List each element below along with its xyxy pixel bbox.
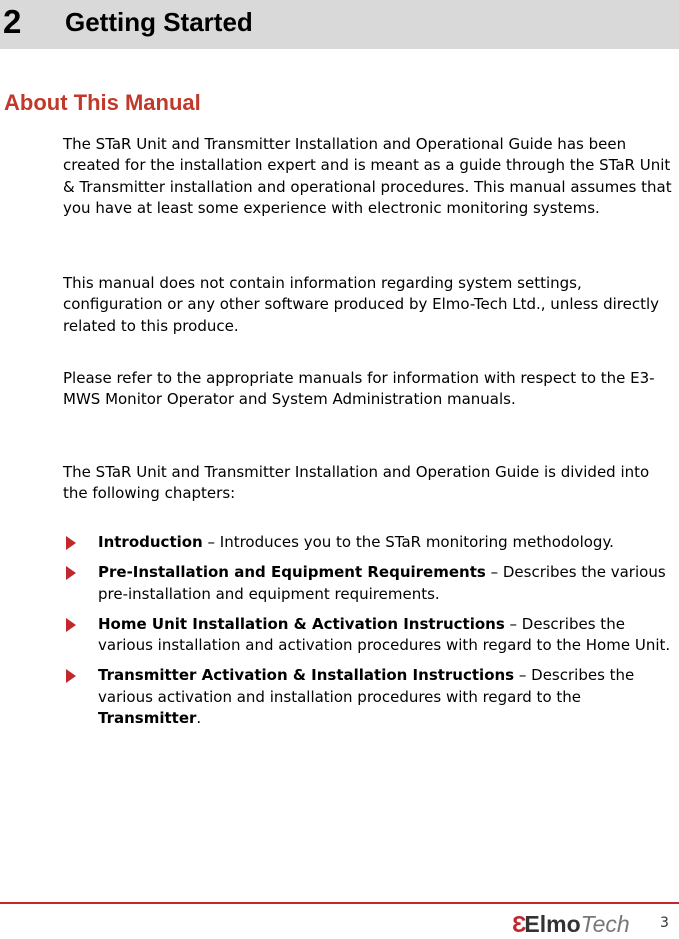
- logo-mark-icon: Ɛ: [512, 911, 525, 937]
- chapter-item-title: Introduction: [98, 533, 203, 551]
- chapter-list-item: [66, 562, 671, 605]
- chapter-item-desc: – Describes the various activation and installation procedures with regard to the: [98, 666, 635, 706]
- chapter-list: [66, 532, 671, 738]
- section-heading: About This Manual: [4, 90, 201, 115]
- chapter-list-item: [66, 532, 671, 553]
- bullet-arrow-icon: [66, 536, 76, 550]
- chapter-item-desc: – Describes the various installation and activation procedures with regard to the Home Unit.: [98, 614, 671, 655]
- chapter-number: 2: [3, 3, 22, 40]
- paragraph-chapters-intro: The STaR Unit and Transmitter Installation and Operation Guide is divided into the following chapters:: [63, 463, 650, 503]
- chapter-title: Getting Started: [65, 7, 253, 37]
- chapter-item-emphasis: Transmitter: [98, 709, 197, 728]
- chapter-item-title: Transmitter Activation & Installation Instructions: [98, 666, 515, 685]
- elmotech-logo: [512, 910, 630, 938]
- chapter-list-item: [66, 665, 671, 729]
- bullet-arrow-icon: [66, 618, 76, 632]
- chapter-item-end: .: [196, 709, 202, 728]
- bullet-arrow-icon: [66, 669, 76, 683]
- chapter-item-desc: – Introduces you to the STaR monitoring methodology.: [202, 533, 614, 551]
- chapter-list-item: [66, 614, 671, 657]
- paragraph-references: Please refer to the appropriate manuals for information with respect to the E3-MWS Monitor Operator and System Administration manuals.: [63, 369, 655, 409]
- logo-text-elmo: Elmo: [524, 911, 581, 937]
- chapter-item-title: Pre-Installation and Equipment Requirements: [98, 563, 486, 582]
- footer-divider: [0, 902, 679, 904]
- chapter-item-desc: – Describes the various pre-installation and equipment requirements.: [98, 563, 666, 603]
- paragraph-scope: This manual does not contain information regarding system settings, configuration or any other software produced by Elmo-Tech Ltd., unless directly related to this produce.: [63, 274, 660, 335]
- chapter-header-bar: [0, 0, 679, 49]
- bullet-arrow-icon: [66, 566, 76, 580]
- chapter-item-title: Home Unit Installation & Activation Instructions: [98, 614, 505, 633]
- paragraph-intro: The STaR Unit and Transmitter Installation and Operational Guide has been created for the installation expert and is meant as a guide through the STaR Unit & Transmitter installation and operational procedures. This manual assumes that you have at least some experience with electronic monitoring systems.: [63, 135, 672, 217]
- logo-text-tech: Tech: [580, 911, 630, 937]
- page-number: 3: [660, 915, 669, 931]
